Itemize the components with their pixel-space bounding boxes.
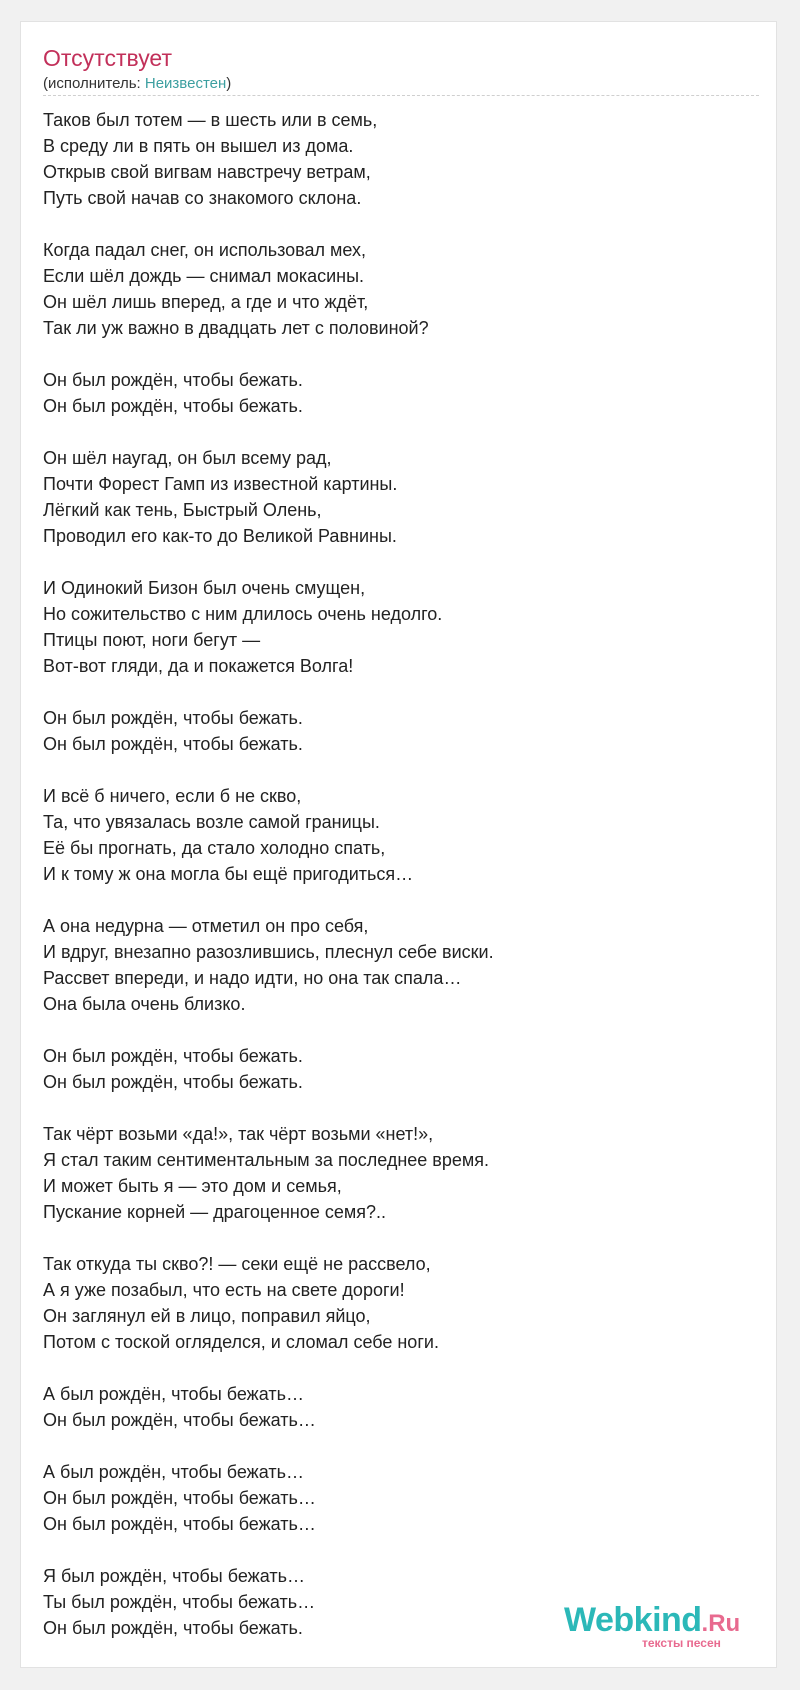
lyrics-stanza	[43, 913, 753, 1017]
artist-link[interactable]: Неизвестен	[144, 75, 227, 92]
lyric-line: Таков был тотем — в шесть или в семь,	[43, 110, 378, 130]
lyric-line: Он был рождён, чтобы бежать.	[43, 734, 303, 754]
lyric-line: Вот-вот гляди, да и покажется Волга!	[43, 656, 354, 676]
lyric-line: Я стал таким сентиментальным за последнее время.	[43, 1150, 489, 1170]
lyrics-card	[20, 21, 777, 1668]
webkind-logo[interactable]	[564, 1600, 764, 1650]
lyric-line: Он был рождён, чтобы бежать…	[43, 1410, 316, 1430]
lyric-line: А был рождён, чтобы бежать…	[43, 1384, 304, 1404]
lyrics-stanza	[43, 1251, 753, 1355]
lyric-line: Проводил его как-то до Великой Равнины.	[43, 526, 397, 546]
lyrics-stanza	[43, 705, 753, 757]
logo-brand: Webkind	[564, 1601, 702, 1639]
lyric-line: Он был рождён, чтобы бежать…	[43, 1514, 316, 1534]
lyric-line: И может быть я — это дом и семья,	[43, 1176, 342, 1196]
lyric-line: Он был рождён, чтобы бежать…	[43, 1488, 316, 1508]
lyric-line: Потом с тоской огляделся, и сломал себе ноги.	[43, 1332, 439, 1352]
lyrics-stanza	[43, 1459, 753, 1537]
lyric-line: Почти Форест Гамп из известной картины.	[43, 474, 398, 494]
lyrics-stanza	[43, 107, 753, 211]
lyric-line: Ты был рождён, чтобы бежать…	[43, 1592, 316, 1612]
lyrics-stanza	[43, 575, 753, 679]
lyric-line: Он заглянул ей в лицо, поправил яйцо,	[43, 1306, 371, 1326]
lyric-line: И к тому ж она могла бы ещё пригодиться…	[43, 864, 414, 884]
lyrics-stanza	[43, 1381, 753, 1433]
logo-tagline: тексты песен	[642, 1636, 721, 1650]
lyric-line: Так ли уж важно в двадцать лет с половиной?	[43, 318, 429, 338]
lyric-line: Он был рождён, чтобы бежать.	[43, 1618, 303, 1638]
lyric-line: Её бы прогнать, да стало холодно спать,	[43, 838, 386, 858]
header-divider	[43, 95, 759, 96]
lyric-line: Он шёл лишь вперед, а где и что ждёт,	[43, 292, 369, 312]
artist-prefix: (исполнитель:	[43, 75, 145, 92]
lyric-line: И всё б ничего, если б не скво,	[43, 786, 302, 806]
lyric-line: Так откуда ты скво?! — секи ещё не рассвело,	[43, 1254, 431, 1274]
lyric-line: Та, что увязалась возле самой границы.	[43, 812, 380, 832]
logo-tld: .Ru	[701, 1610, 741, 1637]
lyric-line: Он был рождён, чтобы бежать.	[43, 1072, 303, 1092]
lyrics-stanza	[43, 367, 753, 419]
lyric-line: Лёгкий как тень, Быстрый Олень,	[43, 500, 322, 520]
lyrics-stanza	[43, 237, 753, 341]
lyric-line: Она была очень близко.	[43, 994, 246, 1014]
lyric-line: А был рождён, чтобы бежать…	[43, 1462, 304, 1482]
lyric-line: Он был рождён, чтобы бежать.	[43, 370, 303, 390]
lyric-line: Он был рождён, чтобы бежать.	[43, 396, 303, 416]
lyric-line: Если шёл дождь — снимал мокасины.	[43, 266, 365, 286]
lyric-line: Он шёл наугад, он был всему рад,	[43, 448, 332, 468]
lyric-line: Я был рождён, чтобы бежать…	[43, 1566, 305, 1586]
lyric-line: Так чёрт возьми «да!», так чёрт возьми «нет!»,	[43, 1124, 434, 1144]
lyric-line: Когда падал снег, он использовал мех,	[43, 240, 367, 260]
lyrics-stanza	[43, 1121, 753, 1225]
lyric-line: В среду ли в пять он вышел из дома.	[43, 136, 354, 156]
lyric-line: Он был рождён, чтобы бежать.	[43, 708, 303, 728]
song-title: Отсутствует	[43, 45, 172, 71]
lyric-line: Путь свой начав со знакомого склона.	[43, 188, 362, 208]
lyric-line: Он был рождён, чтобы бежать.	[43, 1046, 303, 1066]
lyrics-stanza	[43, 445, 753, 549]
lyric-line: Рассвет впереди, и надо идти, но она так спала…	[43, 968, 462, 988]
lyrics-text	[43, 107, 753, 1667]
artist-line	[43, 74, 231, 94]
lyric-line: И Одинокий Бизон был очень смущен,	[43, 578, 366, 598]
lyrics-stanza	[43, 1043, 753, 1095]
lyrics-stanza	[43, 783, 753, 887]
lyric-line: Но сожительство с ним длилось очень недолго.	[43, 604, 443, 624]
lyric-line: А она недурна — отметил он про себя,	[43, 916, 369, 936]
lyric-line: А я уже позабыл, что есть на свете дороги!	[43, 1280, 405, 1300]
lyric-line: Открыв свой вигвам навстречу ветрам,	[43, 162, 371, 182]
lyric-line: И вдруг, внезапно разозлившись, плеснул себе виски.	[43, 942, 494, 962]
artist-suffix: )	[226, 75, 232, 92]
lyric-line: Птицы поют, ноги бегут —	[43, 630, 261, 650]
lyric-line: Пускание корней — драгоценное семя?..	[43, 1202, 387, 1222]
